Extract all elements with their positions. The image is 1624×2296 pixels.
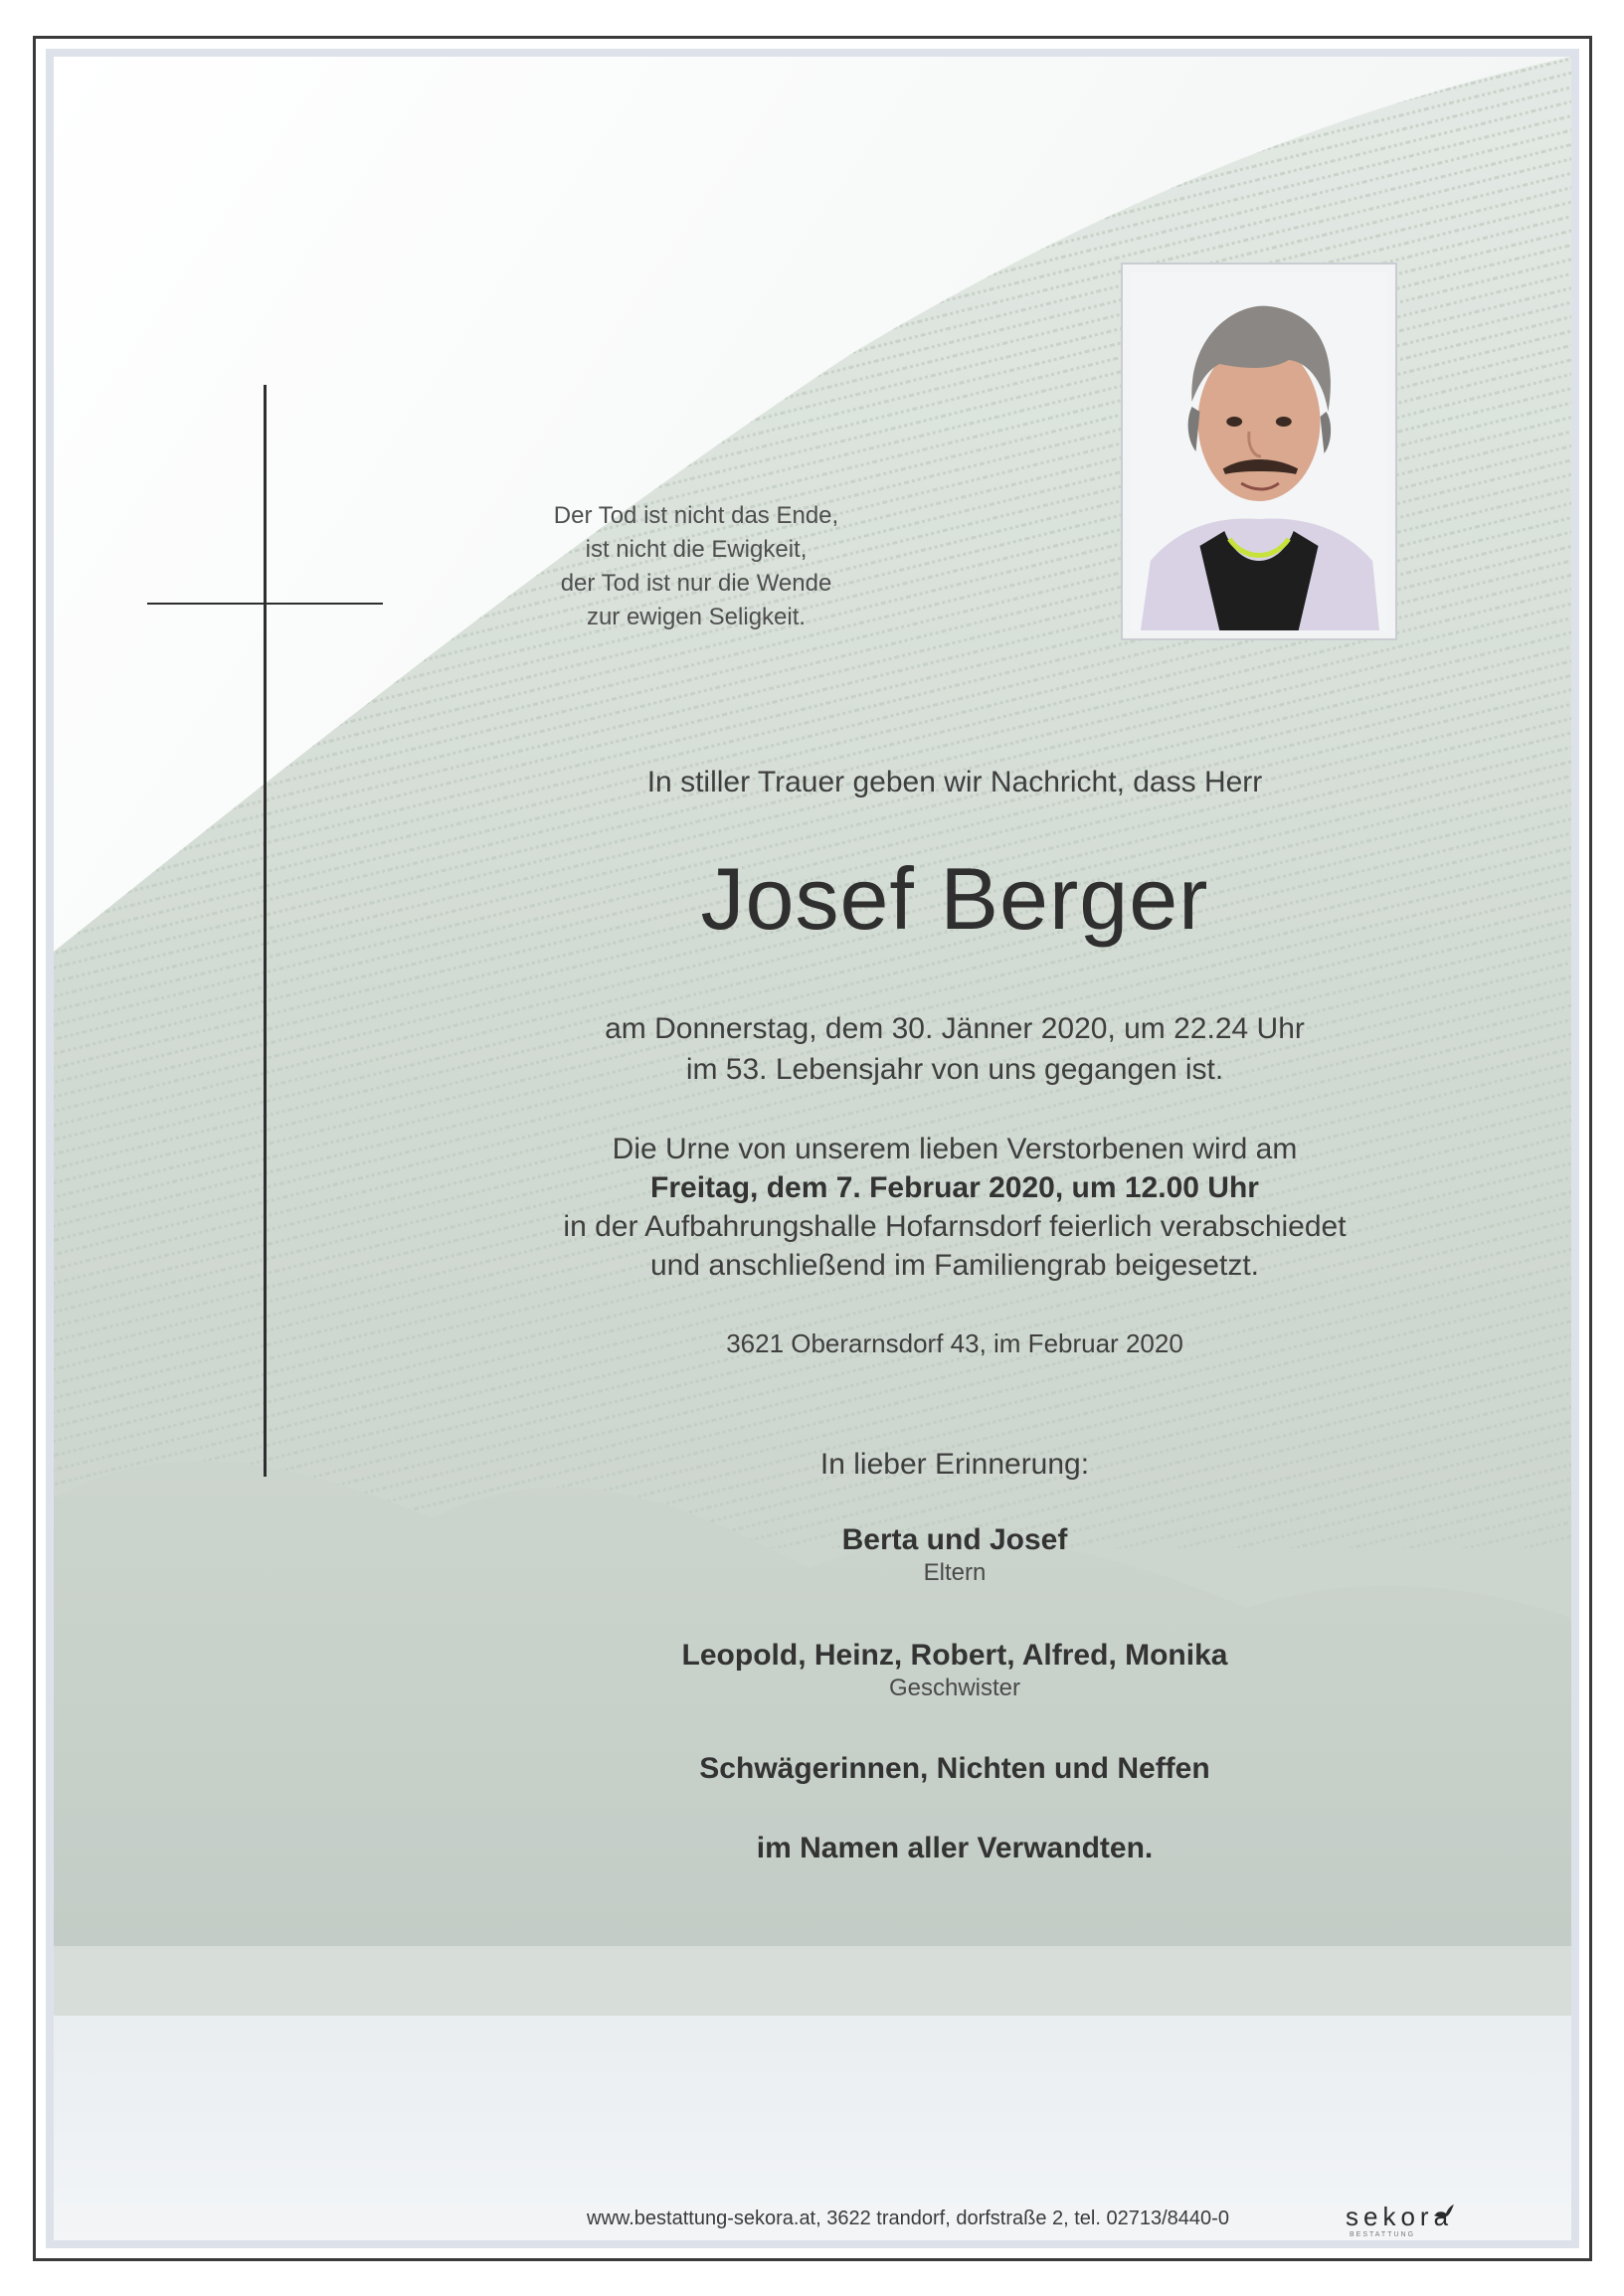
mourner-names: Schwägerinnen, Nichten und Neffen — [699, 1752, 1210, 1785]
mourner-role: Eltern — [923, 1559, 987, 1586]
bird-logo-icon — [1433, 2204, 1455, 2221]
deceased-name: Josef Berger — [700, 849, 1209, 948]
logo-text: sekora — [1346, 2202, 1454, 2231]
quote-line: der Tod ist nur die Wende — [560, 570, 832, 597]
mourner-group — [477, 1752, 1432, 1786]
mourners-heading: In lieber Erinnerung: — [819, 1448, 1090, 1481]
death-details — [477, 1008, 1432, 1090]
place-date: 3621 Oberarnsdorf 43, im Februar 2020 — [726, 1328, 1183, 1358]
age-line: im 53. Lebensjahr von uns gegangen ist. — [685, 1053, 1224, 1086]
mourner-group — [477, 1523, 1432, 1587]
announcement-intro: In stiller Trauer geben wir Nachricht, dass Herr — [646, 766, 1263, 798]
logo-subtitle: BESTATTUNG — [1350, 2231, 1416, 2238]
footer-contact[interactable]: www.bestattung-sekora.at, 3622 trandorf, dorfstraße 2, tel. 02713/8440-0 — [587, 2208, 1229, 2229]
burial-line: und anschließend im Familiengrab beigesetzt. — [650, 1249, 1259, 1282]
sekora-logo — [1346, 2202, 1455, 2241]
quote-line: zur ewigen Seligkeit. — [586, 604, 807, 630]
mourner-group — [477, 1832, 1432, 1865]
cross-icon — [264, 385, 267, 1477]
mourner-names: Leopold, Heinz, Robert, Alfred, Monika — [681, 1639, 1228, 1672]
mourner-group — [477, 1639, 1432, 1702]
quote-line: ist nicht die Ewigkeit, — [585, 536, 808, 563]
death-date-line: am Donnerstag, dem 30. Jänner 2020, um 22.24 Uhr — [605, 1012, 1305, 1045]
portrait-photo — [1121, 263, 1397, 640]
quote-line: Der Tod ist nicht das Ende, — [553, 502, 839, 529]
mourner-role: Geschwister — [888, 1675, 1021, 1701]
urne-line: Die Urne von unserem lieben Verstorbenen wird am — [612, 1133, 1298, 1165]
quote-verse — [537, 499, 855, 634]
funeral-date-line: Freitag, dem 7. Februar 2020, um 12.00 Uhr — [650, 1171, 1259, 1204]
mourner-names: Berta und Josef — [841, 1523, 1068, 1556]
funeral-details — [477, 1130, 1432, 1285]
mourner-names: im Namen aller Verwandten. — [756, 1832, 1154, 1864]
funeral-location-line: in der Aufbahrungshalle Hofarnsdorf feierlich verabschiedet — [563, 1210, 1347, 1243]
cross-bar — [147, 603, 383, 605]
